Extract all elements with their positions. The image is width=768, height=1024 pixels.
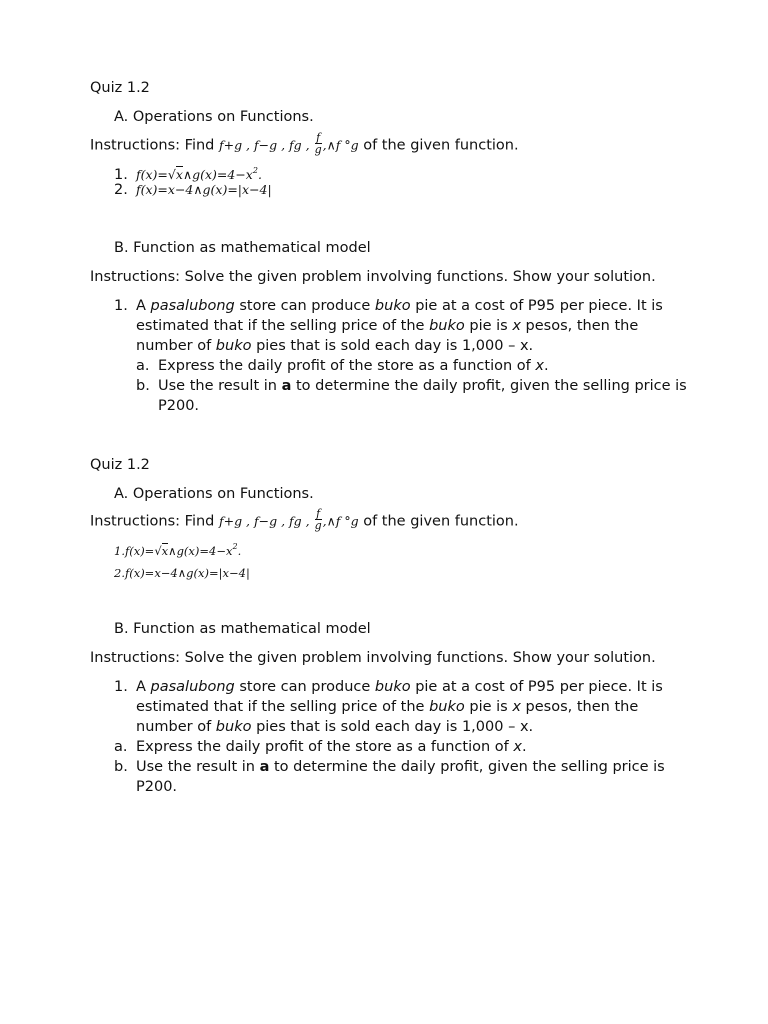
sub-question-b-cont: P200.	[136, 779, 178, 795]
text-run: store can produce	[234, 679, 375, 695]
text-run: pie at a cost of P95 per piece. It is	[410, 679, 663, 695]
text-run: A	[136, 679, 151, 695]
text-run: to determine the daily profit, given the selling price is	[291, 378, 687, 394]
text-run: store can produce	[234, 298, 375, 314]
text-run-italic: x	[535, 358, 544, 374]
text-run: pie at a cost of P95 per piece. It is	[410, 298, 663, 314]
text-run-italic: pasalubong	[150, 679, 235, 695]
sub-label: b.	[136, 378, 150, 394]
problem-line-2	[136, 316, 638, 336]
text-run-italic: buko	[215, 338, 252, 354]
problem-line-3	[136, 717, 533, 737]
text-run: number of	[136, 719, 216, 735]
sub-question-b	[136, 376, 687, 396]
section-b-heading: B. Function as mathematical model	[114, 621, 371, 637]
function-item-1	[114, 537, 241, 561]
f-over-g-fraction	[315, 132, 322, 155]
text-run-italic: x	[512, 318, 521, 334]
instructions-b: Instructions: Solve the given problem involving functions. Show your solution.	[90, 269, 656, 285]
instructions-a	[90, 507, 519, 533]
text-run: number of	[136, 338, 216, 354]
item1-radicand: x	[161, 544, 169, 558]
text-run: .	[521, 739, 527, 755]
sub-question-b-cont: P200.	[158, 398, 200, 414]
text-run-italic: buko	[374, 298, 411, 314]
sub-question-a	[114, 737, 527, 757]
text-run: estimated that if the selling price of the	[136, 318, 430, 334]
text-run: Express the daily profit of the store as a function of	[158, 358, 536, 374]
function-item-2	[114, 180, 272, 200]
problem-number: 1.	[114, 298, 128, 314]
item1-expr-a: 1.f(x)=√	[114, 544, 162, 558]
text-run: pesos, then the	[520, 699, 639, 715]
instructions-a-text: Instructions: Find	[90, 137, 219, 154]
fraction-numerator: f	[316, 507, 321, 520]
text-run: Use the result in	[136, 759, 260, 775]
problem-line-1	[114, 677, 663, 697]
text-run: estimated that if the selling price of the	[136, 699, 430, 715]
sub-label: b.	[114, 759, 128, 775]
text-run: .	[543, 358, 549, 374]
composition-expr: ,∧f °g	[322, 513, 359, 529]
item-number: 2.	[114, 182, 128, 198]
text-run-italic: buko	[429, 318, 465, 334]
item2-expr: 2.f(x)=x−4∧g(x)=|x−4|	[114, 566, 250, 580]
fraction-denominator: g	[314, 143, 322, 156]
item1-period: .	[237, 544, 242, 558]
quiz-title: Quiz 1.2	[90, 80, 150, 96]
item1-expr-b: ∧g(x)=4−x	[182, 167, 253, 182]
item1-expr-a: f(x)=√	[136, 167, 176, 182]
function-operations-expr: f+g , f−g , fg ,	[218, 513, 314, 529]
instructions-a	[90, 131, 519, 157]
sub-question-b	[114, 757, 665, 777]
text-run-bold: a	[259, 759, 270, 775]
quiz-title: Quiz 1.2	[90, 457, 150, 473]
text-run: pie is	[464, 699, 513, 715]
problem-line-3	[136, 336, 533, 356]
sub-question-a	[136, 356, 549, 376]
problem-line-1	[114, 296, 663, 316]
instructions-a-suffix: of the given function.	[358, 137, 519, 154]
text-run: pies that is sold each day is 1,000 – x.	[251, 338, 534, 354]
text-run-italic: pasalubong	[150, 298, 235, 314]
function-operations-expr: f+g , f−g , fg ,	[218, 137, 314, 153]
item-number: 1.	[114, 167, 128, 183]
text-run-italic: buko	[215, 719, 252, 735]
text-run: pies that is sold each day is 1,000 – x.	[251, 719, 534, 735]
instructions-b: Instructions: Solve the given problem involving functions. Show your solution.	[90, 650, 656, 666]
text-run-italic: buko	[374, 679, 411, 695]
text-run-italic: x	[512, 699, 521, 715]
fraction-numerator: f	[316, 131, 321, 144]
text-run: to determine the daily profit, given the selling price is	[269, 759, 665, 775]
section-a-heading: A. Operations on Functions.	[114, 109, 314, 125]
item1-exponent: 2	[252, 166, 258, 175]
item1-expr-b: ∧g(x)=4−x	[168, 544, 233, 558]
f-over-g-fraction	[315, 508, 322, 531]
text-run: A	[136, 298, 151, 314]
sub-label: a.	[114, 739, 128, 755]
text-run: pesos, then the	[520, 318, 639, 334]
section-a-heading: A. Operations on Functions.	[114, 486, 314, 502]
instructions-a-suffix: of the given function.	[358, 513, 519, 530]
item2-expr: f(x)=x−4∧g(x)=|x−4|	[136, 182, 272, 197]
item1-exponent: 2	[232, 542, 238, 551]
text-run-italic: buko	[429, 699, 465, 715]
text-run-bold: a	[281, 378, 292, 394]
item1-radicand: x	[175, 167, 183, 182]
composition-expr: ,∧f °g	[322, 137, 359, 153]
instructions-a-text: Instructions: Find	[90, 513, 219, 530]
fraction-denominator: g	[314, 519, 322, 532]
problem-line-2	[136, 697, 638, 717]
text-run: Use the result in	[158, 378, 282, 394]
item1-period: .	[257, 167, 262, 182]
text-run: pie is	[464, 318, 513, 334]
section-b-heading: B. Function as mathematical model	[114, 240, 371, 256]
text-run-italic: x	[513, 739, 522, 755]
problem-number: 1.	[114, 679, 128, 695]
function-item-2	[114, 563, 250, 583]
text-run: Express the daily profit of the store as a function of	[136, 739, 514, 755]
sub-label: a.	[136, 358, 150, 374]
